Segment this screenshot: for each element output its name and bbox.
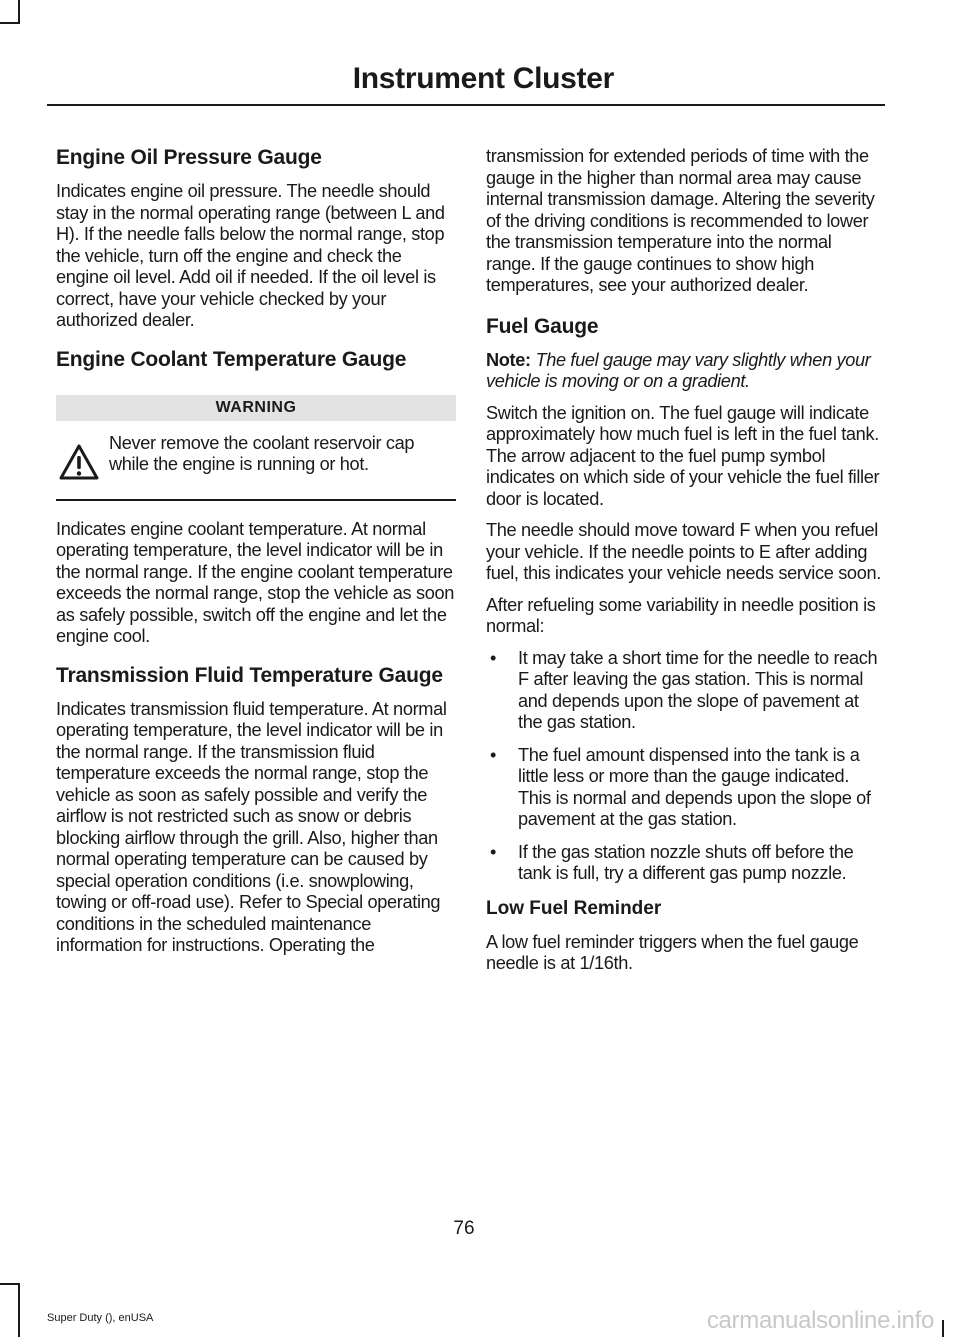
transmission-heading: Transmission Fluid Temperature Gauge [56,663,443,687]
oil-pressure-body: Indicates engine oil pressure. The needle should stay in the normal operating range (between L and H). If the needle falls below the normal range, stop the vehicle, turn off the engine and check the engine oil level. Add oil if needed. If the oil level is correct, have your vehicle checked by your authorized dealer. [56,181,445,330]
bullet-text: It may take a short time for the needle to reach F after leaving the gas station. This is normal and depends upon the slope of pavement at the gas station. [518,647,878,732]
crop-mark [0,22,20,24]
watermark: carmanualsonline.info [706,1307,934,1334]
fuel-para-2: The needle should move toward F when you refuel your vehicle. If the needle points to E after adding fuel, this indicates your vehicle needs service soon. [486,520,881,583]
low-fuel-body: A low fuel reminder triggers when the fuel gauge needle is at 1/16th. [486,931,859,973]
list-item [486,745,881,831]
transmission-body: Indicates transmission fluid temperature. At normal operating temperature, the level indicator will be in the normal range. If the transmission fluid temperature exceeds the normal range, stop the vehicle as soon as safely possible and verify the airflow is not restricted such as snow or debris blocking airflow through the grill. Also, higher than normal operating temperature can be caused by special operation conditions (i.e. snowplowing, towing or off-road use). Refer to Special operating conditions in the scheduled maintenance information for instructions. Operating the [56,698,447,955]
fuel-bullet-list [486,648,881,885]
warning-triangle-icon [58,443,100,481]
bullet-text: If the gas station nozzle shuts off before the tank is full, try a different gas pump nozzle. [518,841,854,883]
coolant-body: Indicates engine coolant temperature. At normal operating temperature, the level indicator will be in the normal range. If the engine coolant temperature exceeds the normal range, stop the vehicle as soon as safely possible, switch off the engine and let the engine cool. [56,518,455,646]
warning-banner: WARNING [56,395,456,421]
header-rule [47,104,885,106]
list-item [486,648,881,734]
low-fuel-heading: Low Fuel Reminder [486,897,662,919]
note-text: The fuel gauge may vary slightly when your vehicle is moving or on a gradient. [486,349,871,391]
oil-pressure-heading: Engine Oil Pressure Gauge [56,146,322,169]
right-column [486,146,881,985]
warning-rule [56,499,456,501]
crop-mark [18,1283,20,1337]
fuel-note [486,350,881,393]
list-item [486,842,881,885]
bullet-marker: • [490,647,497,668]
fuel-gauge-heading: Fuel Gauge [486,314,599,338]
fuel-para-1: Switch the ignition on. The fuel gauge will indicate approximately how much fuel is left in the fuel tank. The arrow adjacent to the fuel pump symbol indicates on which side of your vehicle the fuel filler door is located. [486,402,880,509]
crop-mark [18,0,20,24]
fuel-para-3: After refueling some variability in needle position is normal: [486,594,876,636]
page-number: 76 [453,1218,475,1239]
warning-text: Never remove the coolant reservoir cap while the engine is running or hot. [109,432,415,474]
left-column [56,146,456,967]
page-title: Instrument Cluster [352,62,614,95]
warning-box [56,433,456,485]
transmission-continued: transmission for extended periods of time with the gauge in the higher than normal area may cause internal transmission damage. Altering the severity of the driving conditions is recommended to lower the transmission temperature into the normal range. If the gauge continues to show high temperatures, see your authorized dealer. [486,146,875,295]
coolant-heading: Engine Coolant Temperature Gauge [56,347,407,371]
crop-mark [0,1283,20,1285]
note-label: Note: [486,349,531,370]
bullet-text: The fuel amount dispensed into the tank is a little less or more than the gauge indicated. This is normal and depends upon the slope of pavement at the gas station. [518,744,871,829]
bullet-marker: • [490,841,497,862]
footer-text: Super Duty (), enUSA [47,1312,154,1324]
bullet-marker: • [490,744,497,765]
crop-mark [942,1320,944,1337]
